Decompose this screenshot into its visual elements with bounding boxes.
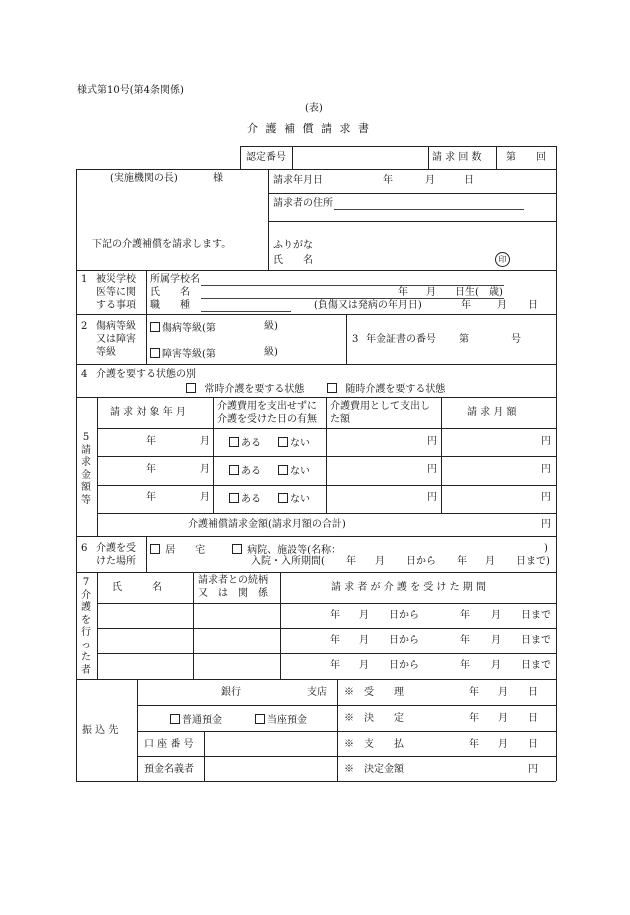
paid-label: ※ 支 払 <box>344 739 404 750</box>
facility-close-paren: ) <box>544 543 548 554</box>
period-month-from: 月 <box>375 556 385 567</box>
section2-label-line1: 傷病等級 <box>96 321 136 332</box>
victim-name-field[interactable] <box>201 298 504 299</box>
account-holder-field[interactable] <box>208 759 334 777</box>
period-month-to: 月 <box>485 556 495 567</box>
checkbox-icon[interactable] <box>170 714 180 724</box>
col-request-month: 請 求 対 象 年 月 <box>110 407 186 418</box>
care-day-from: 日から <box>389 635 419 646</box>
section7-vertical-label: 7介護を行った者 <box>81 577 91 676</box>
care-month-from: 月 <box>359 635 369 646</box>
request-count-field[interactable]: 第 回 <box>506 152 546 163</box>
no-option[interactable]: ない <box>278 437 310 449</box>
injury-year-label: 年 <box>461 300 471 311</box>
furigana-label: ふりがな <box>273 240 313 251</box>
decided-amount-yen: 円 <box>528 764 538 775</box>
pension-cert-prefix: 第 <box>459 334 469 345</box>
injury-grade-option[interactable]: 傷病等級(第 <box>150 322 216 334</box>
care-year-to: 年 <box>460 610 470 621</box>
facility-option[interactable]: 病院、施設等(名称： <box>232 544 341 556</box>
address-label: 請求者の住所 <box>273 198 333 209</box>
decided-label: ※ 決 定 <box>344 713 404 724</box>
injury-month-label: 月 <box>497 300 507 311</box>
checkbox-icon[interactable] <box>278 437 288 447</box>
age-label: 歳) <box>489 287 503 298</box>
no-option[interactable]: ない <box>278 493 310 505</box>
care-year-from: 年 <box>330 610 340 621</box>
section6-number: 6 <box>81 543 88 554</box>
care-day-from: 日から <box>389 660 419 671</box>
school-name-field[interactable] <box>201 285 504 286</box>
checkbox-icon[interactable] <box>255 714 265 724</box>
school-name-label: 所属学校名 <box>150 274 200 285</box>
birth-month-label: 月 <box>426 287 436 298</box>
home-option[interactable]: 居 宅 <box>150 544 205 556</box>
birth-day-label: 日生( <box>455 287 479 298</box>
request-count-label: 請 求 回 数 <box>432 152 482 163</box>
care-month-from: 月 <box>359 610 369 621</box>
care-month-to: 月 <box>491 610 501 621</box>
cert-number-label: 認定番号 <box>246 152 286 163</box>
care-day-to: 日まで <box>521 635 551 646</box>
paid-year: 年 <box>469 739 479 750</box>
paid-month: 月 <box>498 739 508 750</box>
cost-yen: 円 <box>427 436 437 447</box>
pension-cert-suffix: 号 <box>511 334 521 345</box>
injury-grade-end: 級) <box>264 321 278 332</box>
request-date-label: 請求年月日 <box>273 175 323 186</box>
received-month: 月 <box>498 687 508 698</box>
side-label: (表) <box>305 103 323 114</box>
received-day: 日 <box>528 687 538 698</box>
row-year: 年 <box>146 436 156 447</box>
birth-year-label: 年 <box>398 287 408 298</box>
section2-label-line2: 又は障害 <box>96 334 136 345</box>
branch-name-label: 支店 <box>307 687 327 698</box>
date-month-label: 月 <box>425 175 435 186</box>
care-month-from: 月 <box>359 660 369 671</box>
requester-name-label: 氏 名 <box>273 255 313 266</box>
cost-yen: 円 <box>427 464 437 475</box>
period-year-to: 年 <box>457 556 467 567</box>
pension-cert-label: 年金証書の番号 <box>366 334 436 345</box>
address-field[interactable] <box>334 209 524 210</box>
admission-period-label: 入院・入所期間( <box>251 556 325 567</box>
disability-grade-option[interactable]: 障害等級(第 <box>150 348 216 360</box>
yes-option[interactable]: ある <box>229 437 261 449</box>
received-year: 年 <box>469 687 479 698</box>
col-unpaid-care-line1: 介護費用を支出せずに <box>217 401 317 412</box>
cert-number-field[interactable] <box>296 153 424 165</box>
row-year: 年 <box>146 492 156 503</box>
checkbox-icon[interactable] <box>150 348 160 358</box>
monthly-yen: 円 <box>541 436 551 447</box>
account-number-label: 口 座 番 号 <box>144 739 194 750</box>
section3-number: 3 <box>352 334 359 345</box>
ordinary-deposit-option[interactable]: 普通預金 <box>170 714 222 726</box>
section1-number: 1 <box>81 274 88 285</box>
received-label: ※ 受 理 <box>344 687 404 698</box>
checkbox-icon[interactable] <box>150 544 160 554</box>
yes-option[interactable]: ある <box>229 465 261 477</box>
job-type-label: 職 種 <box>150 300 190 311</box>
col-unpaid-care-line2: 介護を受けた日の有無 <box>217 414 317 425</box>
decided-day: 日 <box>528 713 538 724</box>
request-statement: 下記の介護補償を請求します。 <box>92 239 232 250</box>
account-holder-label: 預金名義者 <box>144 764 194 775</box>
total-amount-label: 介護補償請求金額(請求月額の合計) <box>188 519 346 530</box>
col-care-cost-line2: た額 <box>330 414 350 425</box>
care-day-to: 日まで <box>521 610 551 621</box>
section1-label-line1: 被災学校 <box>96 274 136 285</box>
care-month-to: 月 <box>491 660 501 671</box>
checkbox-icon[interactable] <box>229 465 239 475</box>
checkbox-icon[interactable] <box>229 493 239 503</box>
form-number: 様式第10号(第4条関係) <box>77 85 184 96</box>
decided-month: 月 <box>498 713 508 724</box>
checkbox-icon[interactable] <box>229 437 239 447</box>
bank-name-label: 銀行 <box>221 687 241 698</box>
account-number-field[interactable] <box>208 734 334 752</box>
period-day-to: 日まで) <box>516 556 550 567</box>
row-month: 月 <box>200 436 210 447</box>
seal-icon: 印 <box>495 252 510 267</box>
monthly-yen: 円 <box>541 464 551 475</box>
page-title: 介 護 補 償 請 求 書 <box>247 122 371 135</box>
date-year-label: 年 <box>383 175 393 186</box>
cost-yen: 円 <box>427 492 437 503</box>
addressee-honorific: 様 <box>213 173 223 184</box>
col-care-period: 請 求 者 が 介 護 を 受 け た 期 間 <box>331 582 486 593</box>
occasional-care-option[interactable]: 随時介護を要する状態 <box>327 383 445 395</box>
section1-label-line3: する事項 <box>96 300 136 311</box>
constant-care-option[interactable]: 常時介護を要する状態 <box>186 383 304 395</box>
col-caregiver-name: 氏 名 <box>112 582 162 593</box>
checkbox-icon[interactable] <box>232 544 242 554</box>
yes-option[interactable]: ある <box>229 493 261 505</box>
current-deposit-option[interactable]: 当座預金 <box>255 714 307 726</box>
care-day-from: 日から <box>389 610 419 621</box>
paid-day: 日 <box>528 739 538 750</box>
section4-number: 4 <box>81 369 88 380</box>
total-yen: 円 <box>541 519 551 530</box>
injury-date-label: (負傷又は発病の年月日) <box>314 300 422 311</box>
care-day-to: 日まで <box>521 660 551 671</box>
decided-amount-label: ※ 決定金額 <box>344 764 404 775</box>
col-monthly-amount: 請 求 月 額 <box>467 407 517 418</box>
col-relationship-line2: 又 は 関 係 <box>198 588 268 599</box>
section2-label-line3: 等級 <box>96 347 116 358</box>
col-care-cost-line1: 介護費用として支出し <box>330 401 430 412</box>
checkbox-icon[interactable] <box>278 493 288 503</box>
no-option[interactable]: ない <box>278 465 310 477</box>
care-month-to: 月 <box>491 635 501 646</box>
row-month: 月 <box>200 464 210 475</box>
bank-section-label: 振 込 先 <box>82 725 119 736</box>
period-year-from: 年 <box>346 556 356 567</box>
care-year-to: 年 <box>460 660 470 671</box>
section2-number: 2 <box>81 321 88 332</box>
row-year: 年 <box>146 464 156 475</box>
monthly-yen: 円 <box>541 492 551 503</box>
job-type-field[interactable] <box>201 311 291 312</box>
victim-name-label: 氏 名 <box>150 287 190 298</box>
col-relationship-line1: 請求者との続柄 <box>198 575 268 586</box>
section1-label-line2: 医等に関 <box>96 287 136 298</box>
addressee-org: (実施機関の長) <box>110 173 178 184</box>
checkbox-icon[interactable] <box>327 383 337 393</box>
decided-year: 年 <box>469 713 479 724</box>
period-day-from: 日から <box>406 556 436 567</box>
date-day-label: 日 <box>464 175 474 186</box>
disability-grade-end: 級) <box>264 347 278 358</box>
checkbox-icon[interactable] <box>150 322 160 332</box>
care-year-to: 年 <box>460 635 470 646</box>
section5-vertical-label: 5請求金額等 <box>81 432 91 506</box>
care-year-from: 年 <box>330 660 340 671</box>
checkbox-icon[interactable] <box>278 465 288 475</box>
section6-label-line2: けた場所 <box>96 556 136 567</box>
checkbox-icon[interactable] <box>186 383 196 393</box>
care-year-from: 年 <box>330 635 340 646</box>
row-month: 月 <box>200 492 210 503</box>
injury-day-label: 日 <box>528 300 538 311</box>
section6-label-line1: 介護を受 <box>96 543 136 554</box>
care-state-label: 介護を要する状態の別 <box>96 369 196 380</box>
